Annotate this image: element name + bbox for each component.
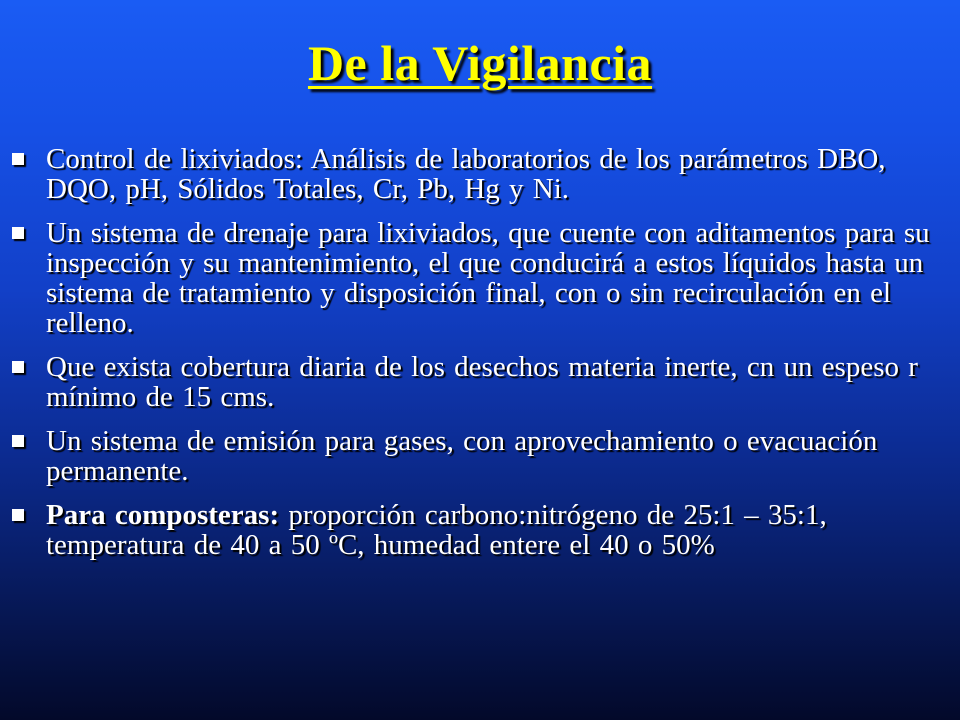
square-bullet-icon [12, 153, 24, 165]
bullet-text [46, 144, 946, 204]
bullet-list [0, 144, 960, 574]
bullet-item [0, 144, 960, 204]
bullet-body: proporción carbono:nitrógeno de 25:1 – 35:1, temperatura de 40 a 50 ºC, humedad entere el 40 o 50% [46, 499, 827, 561]
bullet-item [0, 352, 960, 412]
bullet-lead: Para composteras: [46, 499, 289, 531]
bullet-body: Un sistema de drenaje para lixiviados, que cuente con aditamentos para su inspección y su mantenimiento, el que conducirá a estos líquidos hasta un sistema de tratamiento y disposición final, con o sin recirculación en el relleno. [46, 217, 930, 339]
square-bullet-icon [12, 227, 24, 239]
bullet-body: Un sistema de emisión para gases, con aprovechamiento o evacuación permanente. [46, 425, 878, 487]
bullet-text [46, 426, 946, 486]
bullet-text [46, 500, 946, 560]
bullet-item [0, 426, 960, 486]
bullet-text [46, 218, 946, 338]
bullet-item [0, 500, 960, 560]
bullet-body: Control de lixiviados: Análisis de laboratorios de los parámetros DBO, DQO, pH, Sólidos Totales, Cr, Pb, Hg y Ni. [46, 143, 886, 205]
slide-title: De la Vigilancia [307, 35, 653, 91]
square-bullet-icon [12, 361, 24, 373]
bullet-text [46, 352, 946, 412]
square-bullet-icon [12, 435, 24, 447]
bullet-item [0, 218, 960, 338]
square-bullet-icon [12, 509, 24, 521]
bullet-body: Que exista cobertura diaria de los desechos materia inerte, cn un espeso r mínimo de 15 cms. [46, 351, 918, 413]
